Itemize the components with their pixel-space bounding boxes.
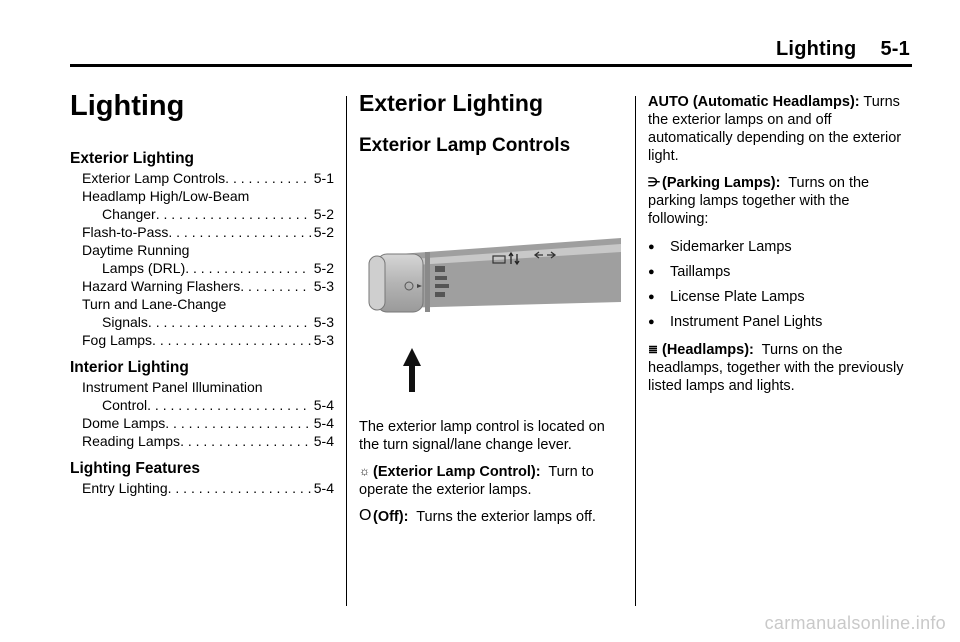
toc-entry[interactable]: Entry Lighting . . . 5-4 [82,479,334,497]
list-item: ● Sidemarker Lamps [648,239,792,255]
intro-paragraph: The exterior lamp control is located on the turn signal/lane change lever. [359,419,605,453]
off-paragraph: O (Off): Turns the exterior lamps off. [359,507,596,525]
chapter-title: Lighting [70,90,185,122]
toc-section-exterior [70,150,334,349]
lamp-modes-column [648,93,910,395]
subsection-title: Exterior Lamp Controls [359,135,571,156]
headlamp-icon: ≣ [648,342,659,356]
toc-entry[interactable]: Signals . . . 5-3 [82,313,334,331]
running-header [776,38,910,61]
toc-entry-line[interactable]: Headlamp High/Low-Beam [82,188,250,204]
toc-section-title: Lighting Features [70,460,201,477]
toc-entry[interactable]: Flash-to-Pass . . . 5-2 [82,223,334,241]
lamp-control-illustration [359,168,621,408]
list-item: ● License Plate Lamps [648,289,805,305]
header-rule [70,64,912,67]
toc-entry-line[interactable]: Turn and Lane-Change [82,296,227,312]
toc-entry[interactable]: Reading Lamps . . . 5-4 [82,432,334,450]
parking-lamps-paragraph: ⋺ (Parking Lamps): Turns on the parking lamps together with the following: [648,175,870,227]
toc-entry-line[interactable]: Daytime Running [82,242,190,258]
turn-signal-lever-figure [359,168,621,408]
toc-section-title: Interior Lighting [70,359,189,376]
sun-icon: ☼ [359,464,370,478]
toc-entry[interactable]: Fog Lamps . . . 5-3 [82,331,334,349]
chapter-contents [70,88,334,497]
header-section: Lighting [776,38,857,60]
list-item: ● Taillamps [648,264,731,280]
toc-entry[interactable]: Dome Lamps . . . 5-4 [82,414,334,432]
toc-entry[interactable]: Control . . . 5-4 [82,396,334,414]
toc-section-title: Exterior Lighting [70,150,194,167]
exterior-lamp-control-paragraph: ☼ (Exterior Lamp Control): Turn to operate the exterior lamps. [359,464,594,498]
auto-paragraph: AUTO (Automatic Headlamps): Turns the exterior lamps on and off automatically depending on the exterior light. [648,94,902,164]
parking-lamps-icon: ⋺ [648,175,660,189]
toc-section-features [70,460,334,497]
toc-entry[interactable]: Changer . . . 5-2 [82,205,334,223]
header-page-number: 5-1 [880,38,910,60]
parking-lamps-list [648,238,910,331]
column-divider-1 [346,96,347,606]
exterior-lighting-section [359,88,621,526]
watermark: carmanualsonline.info [764,613,946,633]
column-divider-2 [635,96,636,606]
list-item: ● Instrument Panel Lights [648,314,823,330]
power-off-icon: O [359,507,372,524]
toc-entry[interactable]: Hazard Warning Flashers . . . 5-3 [82,277,334,295]
toc-entry[interactable]: Exterior Lamp Controls . . . 5-1 [82,169,334,187]
headlamps-paragraph: ≣ (Headlamps): Turns on the headlamps, together with the previously listed lamps and lights. [648,342,904,394]
toc-entry[interactable]: Lamps (DRL) . . . 5-2 [82,259,334,277]
section-title: Exterior Lighting [359,90,543,116]
toc-entry-line[interactable]: Instrument Panel Illumination [82,379,263,395]
toc-section-interior [70,359,334,450]
